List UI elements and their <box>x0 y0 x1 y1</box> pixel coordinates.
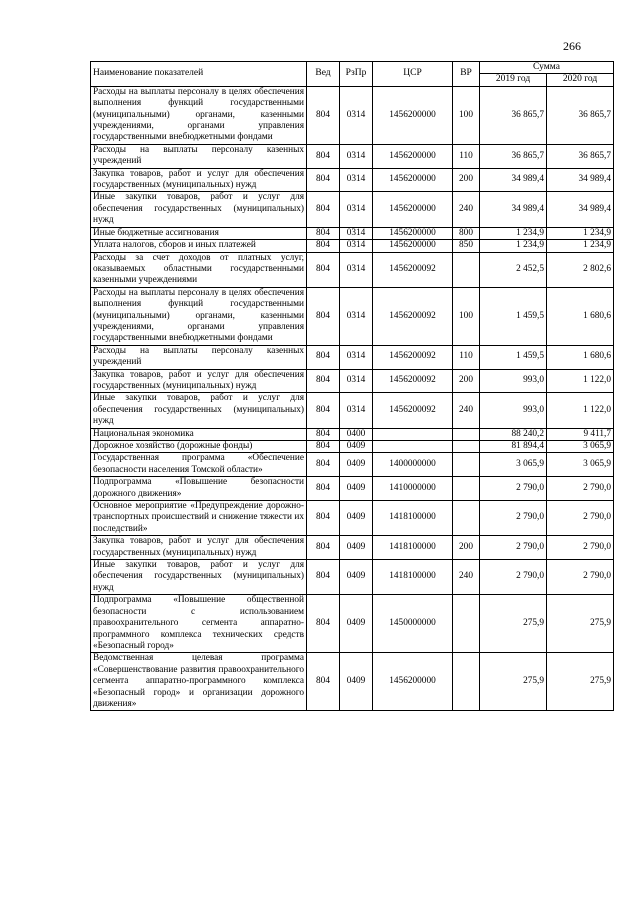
row-rzpr: 0314 <box>340 287 373 345</box>
row-sum-2020: 34 989,4 <box>547 168 614 192</box>
row-name: Основное мероприятие «Предупреждение дорожно-транспортных происшествий и снижение тяжести их последствий» <box>91 501 307 536</box>
row-csr: 1456200000 <box>373 168 453 192</box>
row-sum-2019: 275,9 <box>480 653 547 711</box>
row-name: Закупка товаров, работ и услуг для обеспечения государственных (муниципальных) нужд <box>91 168 307 192</box>
row-ved: 804 <box>307 653 340 711</box>
row-csr: 1456200092 <box>373 393 453 428</box>
row-csr: 1400000000 <box>373 453 453 477</box>
row-rzpr: 0314 <box>340 240 373 252</box>
row-vr <box>453 453 480 477</box>
row-sum-2019: 2 452,5 <box>480 252 547 287</box>
row-vr: 200 <box>453 168 480 192</box>
row-sum-2020: 2 802,6 <box>547 252 614 287</box>
row-name: Государственная программа «Обеспечение безопасности населения Томской области» <box>91 453 307 477</box>
row-vr: 110 <box>453 144 480 168</box>
row-name: Расходы на выплаты персоналу казенных учреждений <box>91 144 307 168</box>
row-ved: 804 <box>307 428 340 440</box>
row-sum-2019: 993,0 <box>480 393 547 428</box>
row-rzpr: 0409 <box>340 595 373 653</box>
row-sum-2020: 2 790,0 <box>547 501 614 536</box>
row-name: Иные бюджетные ассигнования <box>91 227 307 239</box>
row-rzpr: 0409 <box>340 453 373 477</box>
row-csr: 1450000000 <box>373 595 453 653</box>
row-sum-2019: 1 459,5 <box>480 287 547 345</box>
row-name: Ведомственная целевая программа «Совершенствование развития правоохранительного сегмента аппаратно-программного комплекса «Безопасный город» и организации дорожного движения» <box>91 653 307 711</box>
row-csr: 1456200092 <box>373 252 453 287</box>
row-vr <box>453 477 480 501</box>
row-sum-2019: 1 234,9 <box>480 240 547 252</box>
row-vr: 850 <box>453 240 480 252</box>
row-sum-2020: 1 122,0 <box>547 393 614 428</box>
row-rzpr: 0409 <box>340 501 373 536</box>
table-row <box>91 477 614 501</box>
row-sum-2019: 1 234,9 <box>480 227 547 239</box>
table-row <box>91 653 614 711</box>
row-rzpr: 0409 <box>340 653 373 711</box>
table-row <box>91 86 614 144</box>
header-ved: Вед <box>307 62 340 87</box>
row-csr: 1456200000 <box>373 144 453 168</box>
table-header-row <box>91 62 614 74</box>
row-sum-2020: 34 989,4 <box>547 192 614 227</box>
row-ved: 804 <box>307 144 340 168</box>
row-name: Закупка товаров, работ и услуг для обеспечения государственных (муниципальных) нужд <box>91 536 307 560</box>
row-vr: 800 <box>453 227 480 239</box>
row-sum-2019: 34 989,4 <box>480 168 547 192</box>
row-csr <box>373 441 453 453</box>
row-csr: 1418100000 <box>373 501 453 536</box>
row-sum-2020: 275,9 <box>547 653 614 711</box>
row-sum-2019: 2 790,0 <box>480 501 547 536</box>
row-csr: 1418100000 <box>373 536 453 560</box>
table-row <box>91 144 614 168</box>
row-rzpr: 0409 <box>340 536 373 560</box>
table-row <box>91 369 614 393</box>
row-csr: 1456200000 <box>373 86 453 144</box>
page-number: 266 <box>563 39 581 53</box>
row-ved: 804 <box>307 453 340 477</box>
row-rzpr: 0314 <box>340 252 373 287</box>
row-sum-2019: 3 065,9 <box>480 453 547 477</box>
row-sum-2019: 2 790,0 <box>480 536 547 560</box>
row-ved: 804 <box>307 441 340 453</box>
row-sum-2019: 34 989,4 <box>480 192 547 227</box>
row-rzpr: 0314 <box>340 393 373 428</box>
row-ved: 804 <box>307 240 340 252</box>
header-csr: ЦСР <box>373 62 453 87</box>
header-name: Наименование показателей <box>91 62 307 87</box>
row-name: Иные закупки товаров, работ и услуг для обеспечения государственных (муниципальных) нужд <box>91 560 307 595</box>
row-ved: 804 <box>307 227 340 239</box>
row-rzpr: 0314 <box>340 345 373 369</box>
table-row <box>91 393 614 428</box>
header-vr: ВР <box>453 62 480 87</box>
row-sum-2019: 275,9 <box>480 595 547 653</box>
table-row <box>91 560 614 595</box>
row-rzpr: 0400 <box>340 428 373 440</box>
header-rzpr: РзПр <box>340 62 373 87</box>
row-ved: 804 <box>307 369 340 393</box>
row-sum-2019: 36 865,7 <box>480 86 547 144</box>
row-sum-2020: 1 680,6 <box>547 287 614 345</box>
row-rzpr: 0314 <box>340 86 373 144</box>
row-vr <box>453 501 480 536</box>
row-rzpr: 0314 <box>340 227 373 239</box>
row-vr: 200 <box>453 369 480 393</box>
row-vr <box>453 428 480 440</box>
table-row <box>91 287 614 345</box>
row-vr <box>453 595 480 653</box>
table-row <box>91 595 614 653</box>
table-row <box>91 227 614 239</box>
table-row <box>91 501 614 536</box>
row-sum-2020: 9 411,7 <box>547 428 614 440</box>
row-csr: 1456200092 <box>373 287 453 345</box>
row-vr <box>453 441 480 453</box>
row-vr: 240 <box>453 560 480 595</box>
row-name: Закупка товаров, работ и услуг для обеспечения государственных (муниципальных) нужд <box>91 369 307 393</box>
row-sum-2020: 2 790,0 <box>547 477 614 501</box>
row-vr: 240 <box>453 192 480 227</box>
row-sum-2020: 1 234,9 <box>547 227 614 239</box>
row-csr: 1456200000 <box>373 653 453 711</box>
row-name: Расходы на выплаты персоналу в целях обеспечения выполнения функций государственными (муниципальными) органами, казенными учреждениями, органами управления государственными внебюджетными фондами <box>91 287 307 345</box>
row-name: Расходы на выплаты персоналу в целях обеспечения выполнения функций государственными (муниципальными) органами, казенными учреждениями, органами управления государственными внебюджетными фондами <box>91 86 307 144</box>
row-vr: 240 <box>453 393 480 428</box>
row-sum-2020: 3 065,9 <box>547 441 614 453</box>
table-row <box>91 428 614 440</box>
header-sum: Сумма <box>480 62 614 74</box>
row-sum-2020: 1 234,9 <box>547 240 614 252</box>
row-sum-2020: 1 122,0 <box>547 369 614 393</box>
row-rzpr: 0409 <box>340 441 373 453</box>
row-vr <box>453 653 480 711</box>
row-vr <box>453 252 480 287</box>
row-name: Национальная экономика <box>91 428 307 440</box>
row-name: Иные закупки товаров, работ и услуг для обеспечения государственных (муниципальных) нужд <box>91 393 307 428</box>
row-sum-2019: 1 459,5 <box>480 345 547 369</box>
table-row <box>91 252 614 287</box>
row-name: Уплата налогов, сборов и иных платежей <box>91 240 307 252</box>
table-row <box>91 168 614 192</box>
row-rzpr: 0409 <box>340 477 373 501</box>
row-sum-2019: 81 894,4 <box>480 441 547 453</box>
row-rzpr: 0314 <box>340 168 373 192</box>
table-row <box>91 453 614 477</box>
row-name: Подпрограмма «Повышение общественной безопасности с использованием правоохранительного сегмента аппаратно-программного комплекса технических средств «Безопасный город» <box>91 595 307 653</box>
row-sum-2020: 36 865,7 <box>547 144 614 168</box>
row-sum-2019: 88 240,2 <box>480 428 547 440</box>
row-ved: 804 <box>307 168 340 192</box>
row-csr: 1456200092 <box>373 369 453 393</box>
table-row <box>91 240 614 252</box>
row-csr: 1410000000 <box>373 477 453 501</box>
row-sum-2020: 1 680,6 <box>547 345 614 369</box>
row-csr: 1456200000 <box>373 227 453 239</box>
row-rzpr: 0314 <box>340 144 373 168</box>
row-ved: 804 <box>307 192 340 227</box>
row-csr: 1418100000 <box>373 560 453 595</box>
row-vr: 100 <box>453 86 480 144</box>
row-name: Иные закупки товаров, работ и услуг для обеспечения государственных (муниципальных) нужд <box>91 192 307 227</box>
row-vr: 200 <box>453 536 480 560</box>
row-rzpr: 0314 <box>340 192 373 227</box>
row-csr: 1456200092 <box>373 345 453 369</box>
row-ved: 804 <box>307 536 340 560</box>
row-ved: 804 <box>307 345 340 369</box>
row-name: Расходы за счет доходов от платных услуг, оказываемых областными государственными казенными учреждениями <box>91 252 307 287</box>
row-ved: 804 <box>307 287 340 345</box>
header-year-2019: 2019 год <box>480 74 547 86</box>
row-ved: 804 <box>307 393 340 428</box>
header-year-2020: 2020 год <box>547 74 614 86</box>
row-vr: 110 <box>453 345 480 369</box>
table-row <box>91 345 614 369</box>
table-body <box>91 86 614 711</box>
budget-table <box>90 61 614 711</box>
row-sum-2020: 2 790,0 <box>547 560 614 595</box>
table-row <box>91 441 614 453</box>
row-rzpr: 0314 <box>340 369 373 393</box>
row-ved: 804 <box>307 501 340 536</box>
row-sum-2019: 2 790,0 <box>480 477 547 501</box>
table-row <box>91 192 614 227</box>
row-vr: 100 <box>453 287 480 345</box>
row-ved: 804 <box>307 560 340 595</box>
row-ved: 804 <box>307 86 340 144</box>
row-csr <box>373 428 453 440</box>
row-rzpr: 0409 <box>340 560 373 595</box>
row-sum-2019: 2 790,0 <box>480 560 547 595</box>
row-sum-2020: 275,9 <box>547 595 614 653</box>
row-sum-2019: 993,0 <box>480 369 547 393</box>
row-ved: 804 <box>307 477 340 501</box>
row-ved: 804 <box>307 595 340 653</box>
row-sum-2020: 3 065,9 <box>547 453 614 477</box>
table-row <box>91 536 614 560</box>
row-csr: 1456200000 <box>373 240 453 252</box>
row-name: Подпрограмма «Повышение безопасности дорожного движения» <box>91 477 307 501</box>
row-sum-2019: 36 865,7 <box>480 144 547 168</box>
row-sum-2020: 2 790,0 <box>547 536 614 560</box>
row-sum-2020: 36 865,7 <box>547 86 614 144</box>
row-ved: 804 <box>307 252 340 287</box>
row-name: Дорожное хозяйство (дорожные фонды) <box>91 441 307 453</box>
row-csr: 1456200000 <box>373 192 453 227</box>
row-name: Расходы на выплаты персоналу казенных учреждений <box>91 345 307 369</box>
